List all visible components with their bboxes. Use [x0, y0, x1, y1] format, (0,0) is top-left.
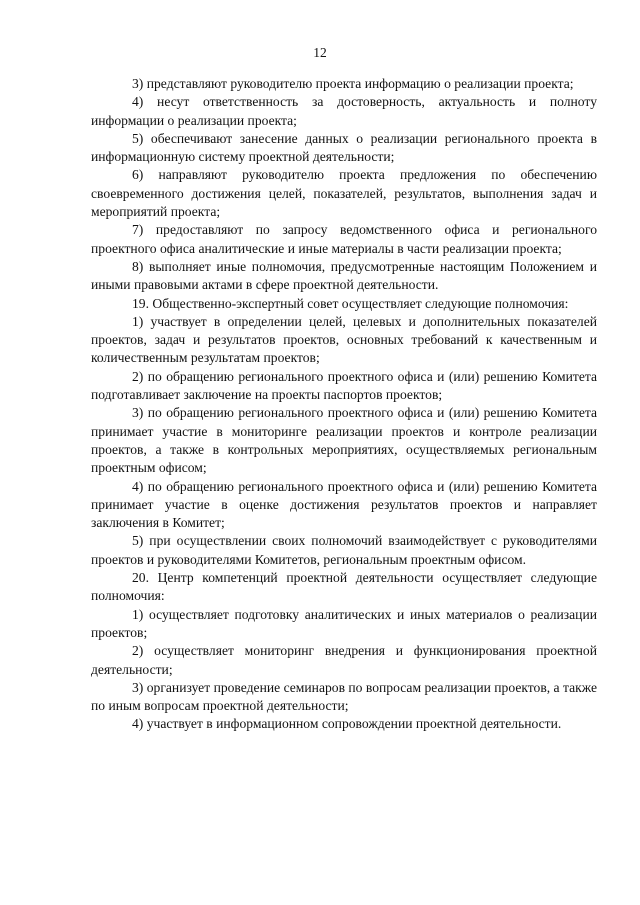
paragraph-20-item-3: 3) организует проведение семинаров по вопросам реализации проектов, а также по иным вопросам проектной деятельности;	[91, 679, 597, 714]
section-20-heading: 20. Центр компетенций проектной деятельности осуществляет следующие полномочия:	[91, 570, 597, 604]
paragraph-19-item-2: 2) по обращению регионального проектного офиса и (или) решению Комитета подготавливает заключение на проекты паспортов проектов;	[91, 368, 597, 403]
paragraph-item-3: 3) представляют руководителю проекта информацию о реализации проекта;	[132, 76, 574, 91]
paragraph-19-item-5: 5) при осуществлении своих полномочий взаимодействует с руководителями проектов и руководителями Комитетов, региональным проектным офисом.	[91, 533, 597, 567]
paragraph-20-item-4: 4) участвует в информационном сопровождении проектной деятельности.	[132, 716, 562, 732]
paragraph-item-6: 6) направляют руководителю проекта предложения по обеспечению своевременного достижения целей, показателей, результатов, выполнения задач и мероприятий проекта;	[91, 167, 597, 220]
paragraph-19-item-4: 4) по обращению регионального проектного офиса и (или) решению Комитета принимает участие в оценке достижения результатов проектов и направляет заключения в Комитет;	[91, 478, 597, 531]
paragraph-item-4: 4) несут ответственность за достоверность, актуальность и полноту информации о реализации проекта;	[91, 94, 597, 128]
page-number: 12	[313, 45, 327, 60]
section-19-heading: 19. Общественно-экспертный совет осуществляет следующие полномочия:	[132, 295, 569, 311]
paragraph-19-item-1: 1) участвует в определении целей, целевых и дополнительных показателей проектов, задач и результатов проектов, основных требований к качественным и количественным результатам проектов;	[91, 313, 597, 366]
paragraph-19-item-3: 3) по обращению регионального проектного офиса и (или) решению Комитета принимает участие в мониторинге реализации проектов и контроле реализации проектов, а также в контрольных мероприятиях, осуществляемых региональным проектным офисом;	[91, 405, 597, 476]
paragraph-item-7: 7) предоставляют по запросу ведомственного офиса и регионального проектного офиса аналитические и иные материалы в части реализации проекта;	[91, 222, 597, 256]
paragraph-20-item-1: 1) осуществляет подготовку аналитических и иных материалов о реализации проектов;	[91, 606, 597, 640]
paragraph-item-8: 8) выполняет иные полномочия, предусмотренные настоящим Положением и иными правовыми актами в сфере проектной деятельности.	[91, 258, 597, 293]
paragraph-20-item-2: 2) осуществляет мониторинг внедрения и функционирования проектной деятельности;	[91, 643, 597, 677]
paragraph-item-5: 5) обеспечивают занесение данных о реализации регионального проекта в информационную систему проектной деятельности;	[91, 130, 597, 165]
document-body	[91, 75, 597, 734]
